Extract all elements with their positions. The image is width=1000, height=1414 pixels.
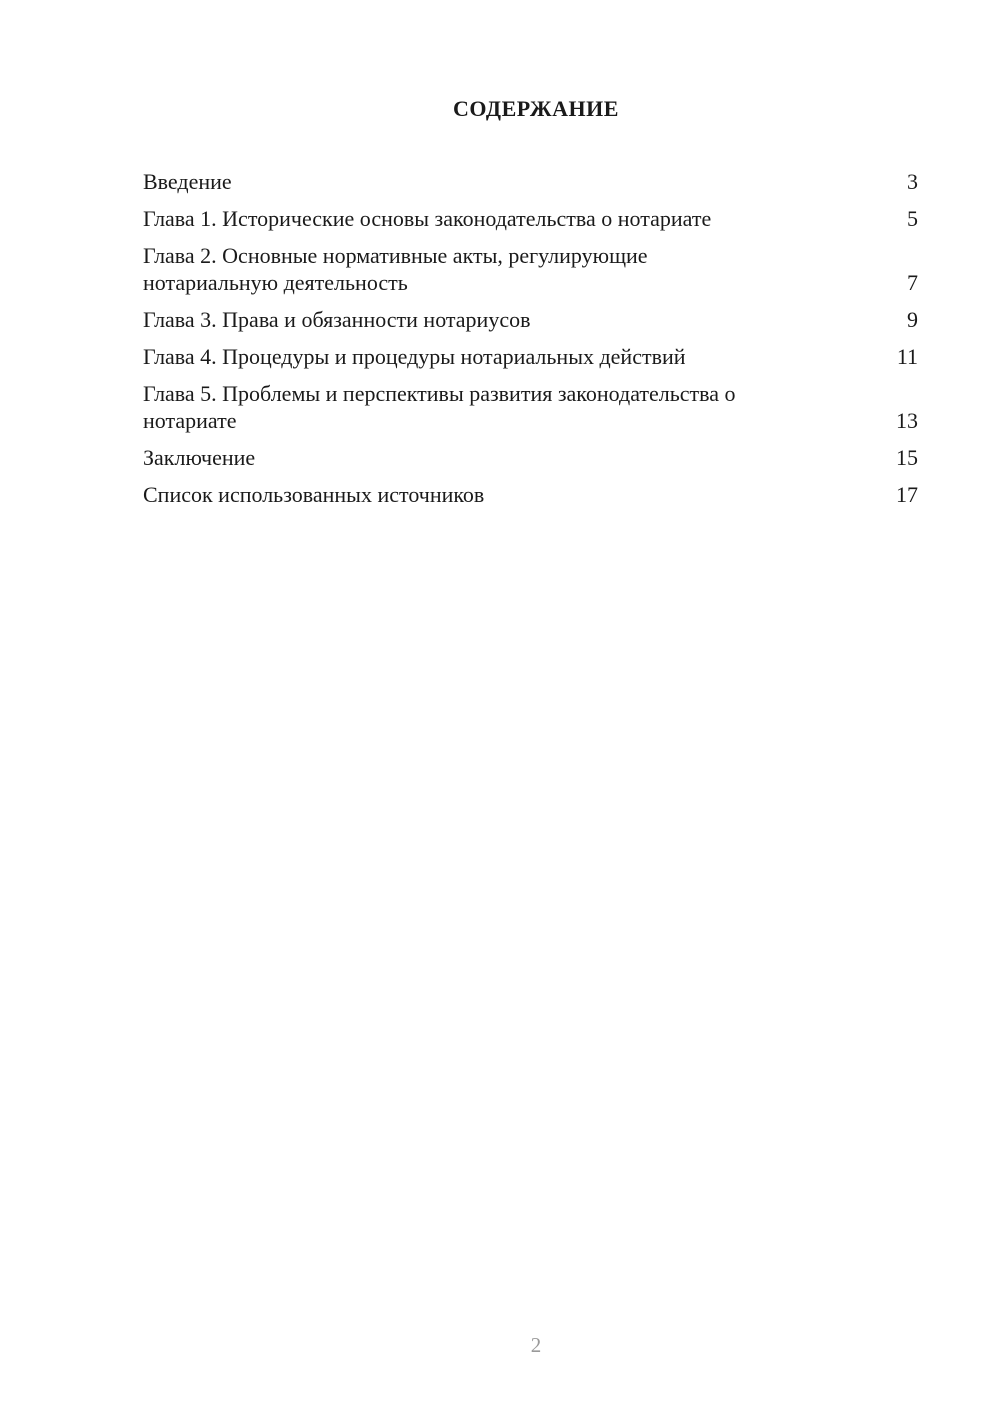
toc-entry-text: Заключение — [143, 445, 256, 470]
toc-entry-page: 11 — [896, 344, 918, 369]
toc-entry-page: 13 — [896, 408, 918, 433]
toc-entry-page: 15 — [896, 445, 918, 470]
toc-entry-chapter-5 — [143, 380, 918, 434]
toc-entry-page: 3 — [907, 169, 918, 194]
toc-entry-text: Глава 2. Основные нормативные акты, регулирующие нотариальную деятельность — [143, 243, 648, 295]
toc-entry-chapter-2 — [143, 242, 918, 296]
toc-entry-text: Глава 5. Проблемы и перспективы развития законодательства о нотариате — [143, 381, 736, 433]
toc-entry-text: Глава 1. Исторические основы законодательства о нотариате — [143, 206, 712, 231]
toc-entry-chapter-3 — [143, 306, 918, 333]
toc-entry-page: 17 — [896, 482, 918, 507]
page-number: 2 — [530, 1333, 542, 1357]
toc-entry-text: Глава 4. Процедуры и процедуры нотариальных действий — [143, 344, 686, 369]
toc-entry-chapter-1 — [143, 205, 918, 232]
toc-entry-text: Введение — [143, 169, 232, 194]
toc-entry-chapter-4 — [143, 343, 918, 370]
toc-entry-text: Глава 3. Права и обязанности нотариусов — [143, 307, 531, 332]
toc-entry-conclusion — [143, 444, 918, 471]
toc-entry-page: 5 — [907, 206, 918, 231]
toc-entry-introduction — [143, 168, 918, 195]
toc-entry-page: 9 — [907, 307, 918, 332]
toc-entry-text: Список использованных источников — [143, 482, 485, 507]
toc-entry-page: 7 — [907, 270, 918, 295]
toc-entry-references — [143, 481, 918, 508]
page-title: СОДЕРЖАНИЕ — [453, 96, 619, 121]
table-of-contents — [143, 168, 918, 518]
